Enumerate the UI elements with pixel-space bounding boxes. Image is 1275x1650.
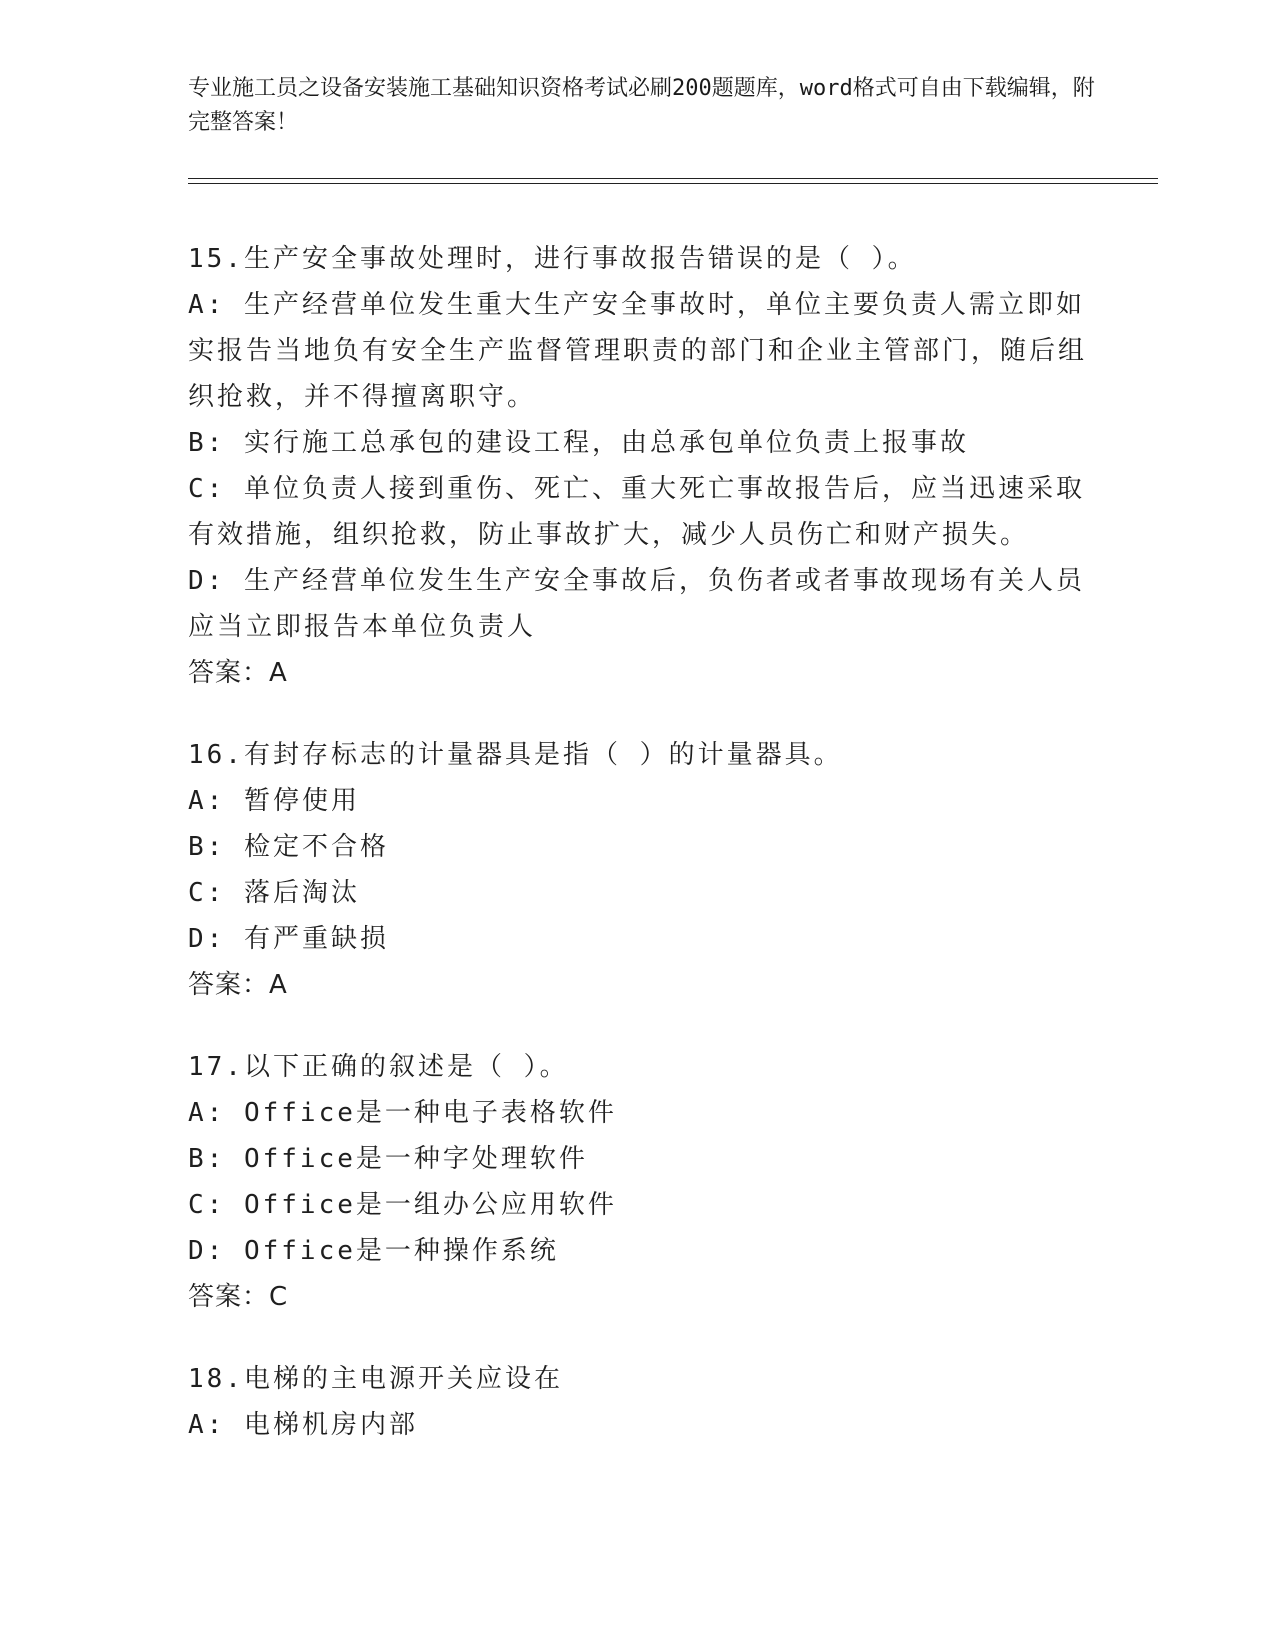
option-d: D: 生产经营单位发生生产安全事故后，负伤者或者事故现场有关人员应当立即报告本单位负责人: [188, 566, 1085, 642]
document-header: 专业施工员之设备安装施工基础知识资格考试必刷200题题库，word格式可自由下载编辑，附完整答案！: [188, 76, 1095, 135]
option-d: D: 有严重缺损: [188, 924, 389, 954]
option-b: B: 检定不合格: [188, 832, 389, 862]
option-d: D: Office是一种操作系统: [188, 1236, 559, 1266]
option-c: C: 落后淘汰: [188, 878, 360, 908]
question-17: [188, 1044, 1088, 1320]
option-b: B: Office是一种字处理软件: [188, 1144, 588, 1174]
question-list: [188, 236, 1088, 1484]
answer-label: 答案：A: [188, 658, 288, 688]
question-16: [188, 732, 1088, 1008]
answer-label: 答案：C: [188, 1282, 289, 1312]
question-stem: 15.生产安全事故处理时，进行事故报告错误的是（ ）。: [188, 244, 917, 274]
option-a: A: 电梯机房内部: [188, 1410, 418, 1440]
option-a: A: Office是一种电子表格软件: [188, 1098, 617, 1128]
option-b: B: 实行施工总承包的建设工程，由总承包单位负责上报事故: [188, 428, 969, 458]
option-c: C: 单位负责人接到重伤、死亡、重大死亡事故报告后，应当迅速采取有效措施，组织抢救，防止事故扩大，减少人员伤亡和财产损失。: [188, 474, 1085, 550]
option-a: A: 生产经营单位发生重大生产安全事故时，单位主要负责人需立即如实报告当地负有安全生产监督管理职责的部门和企业主管部门，随后组织抢救，并不得擅离职守。: [188, 290, 1088, 412]
question-stem: 17.以下正确的叙述是（ ）。: [188, 1052, 569, 1082]
question-stem: 18.电梯的主电源开关应设在: [188, 1364, 563, 1394]
option-c: C: Office是一组办公应用软件: [188, 1190, 617, 1220]
question-15: [188, 236, 1088, 696]
header-divider-bottom: [188, 183, 1158, 184]
option-a: A: 暂停使用: [188, 786, 360, 816]
question-18: [188, 1356, 1088, 1448]
question-stem: 16.有封存标志的计量器具是指（ ）的计量器具。: [188, 740, 843, 770]
header-divider-top: [188, 178, 1158, 179]
answer-label: 答案：A: [188, 970, 288, 1000]
